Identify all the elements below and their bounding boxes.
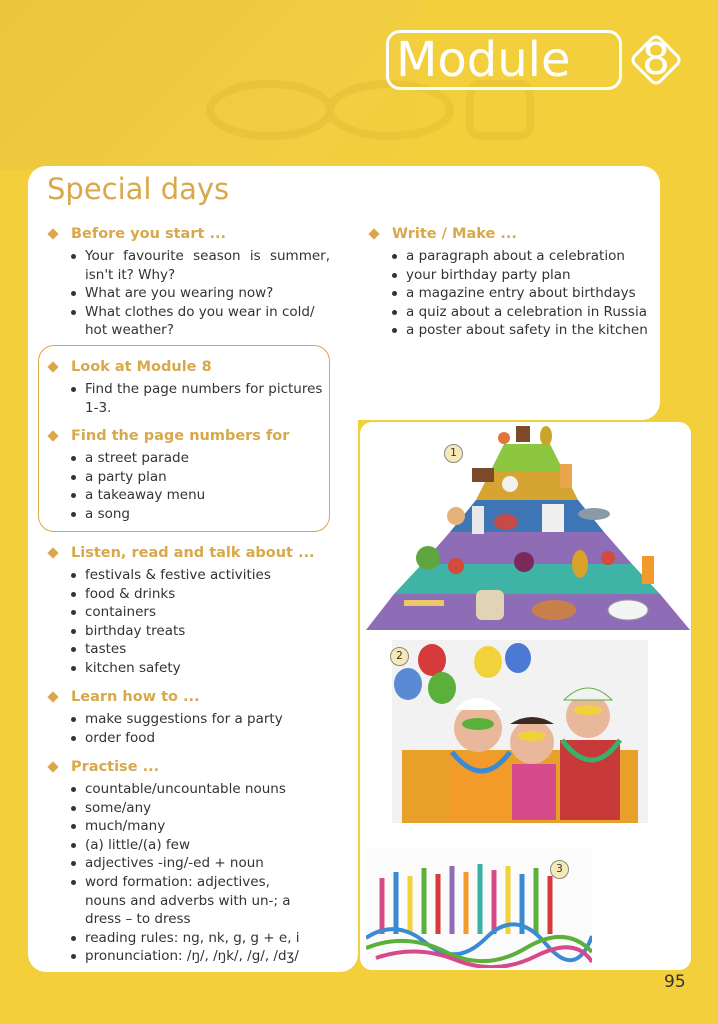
diamond-bullet-icon [47,691,58,702]
section-heading: Learn how to ... [71,689,200,705]
section-heading: Practise ... [71,759,160,775]
bullet-list [45,380,325,417]
list-item: pronunciation: /ŋ/, /ŋk/, /g/, /dʒ/ [71,947,315,966]
list-item: your birthday party plan [392,266,656,285]
picture-number-3: 3 [550,860,569,879]
list-item: word formation: adjectives, nouns and adverbs with un-; a dress – to dress [71,873,315,929]
diamond-bullet-icon [47,361,58,372]
list-item: What clothes do you wear in cold/ hot weather? [71,303,330,340]
list-item: a street parade [71,449,325,468]
list-item: a quiz about a celebration in Russia [392,303,656,322]
list-item: food & drinks [71,585,345,604]
list-item: festivals & festive activities [71,566,345,585]
module-word: Module [396,32,571,88]
list-item: Your favourite season is summer, isn't it? Why? [71,247,330,284]
section-heading: Listen, read and talk about ... [71,545,315,561]
list-item: containers [71,603,345,622]
list-item: countable/uncountable nouns [71,780,315,799]
list-item: tastes [71,640,345,659]
diamond-bullet-icon [47,228,58,239]
list-item: kitchen safety [71,659,345,678]
page-title: Special days [47,172,230,206]
section-look-at-module [45,357,325,417]
diamond-bullet-icon [47,761,58,772]
diamond-bullet-icon [47,430,58,441]
list-item: Find the page numbers for pictures 1-3. [71,380,325,417]
party-picture [392,640,648,823]
list-item: much/many [71,817,315,836]
module-number: 8 [642,34,670,85]
list-item: a takeaway menu [71,486,325,505]
section-heading: Find the page numbers for [71,428,290,444]
list-item: some/any [71,799,315,818]
bullet-list [366,247,656,340]
diamond-bullet-icon [47,547,58,558]
list-item: adjectives -ing/-ed + noun [71,854,315,873]
bullet-list [45,247,330,340]
section-listen-read-talk [45,543,345,678]
module-badge [386,26,692,96]
list-item: What are you wearing now? [71,284,330,303]
diamond-bullet-icon [368,228,379,239]
section-write-make [366,224,656,340]
page-number: 95 [664,972,686,992]
section-before-you-start [45,224,330,340]
bullet-list [45,780,315,966]
section-find-page-numbers [45,426,325,523]
list-item: a song [71,505,325,524]
section-practise [45,757,315,966]
list-item: a magazine entry about birthdays [392,284,656,303]
list-item: make suggestions for a party [71,710,345,729]
list-item: birthday treats [71,622,345,641]
bullet-list [45,449,325,523]
picture-number-1: 1 [444,444,463,463]
list-item: a poster about safety in the kitchen [392,321,656,340]
list-item: a party plan [71,468,325,487]
bullet-list [45,566,345,678]
section-heading: Write / Make ... [392,226,517,242]
list-item: (a) little/(a) few [71,836,315,855]
bullet-list [45,710,345,747]
list-item: a paragraph about a celebration [392,247,656,266]
section-heading: Before you start ... [71,226,226,242]
section-learn-how-to [45,687,345,747]
section-heading: Look at Module 8 [71,359,212,375]
list-item: reading rules: ng, nk, g, g + e, i [71,929,315,948]
picture-number-2: 2 [390,647,409,666]
food-pyramid-picture [364,424,692,634]
list-item: order food [71,729,345,748]
